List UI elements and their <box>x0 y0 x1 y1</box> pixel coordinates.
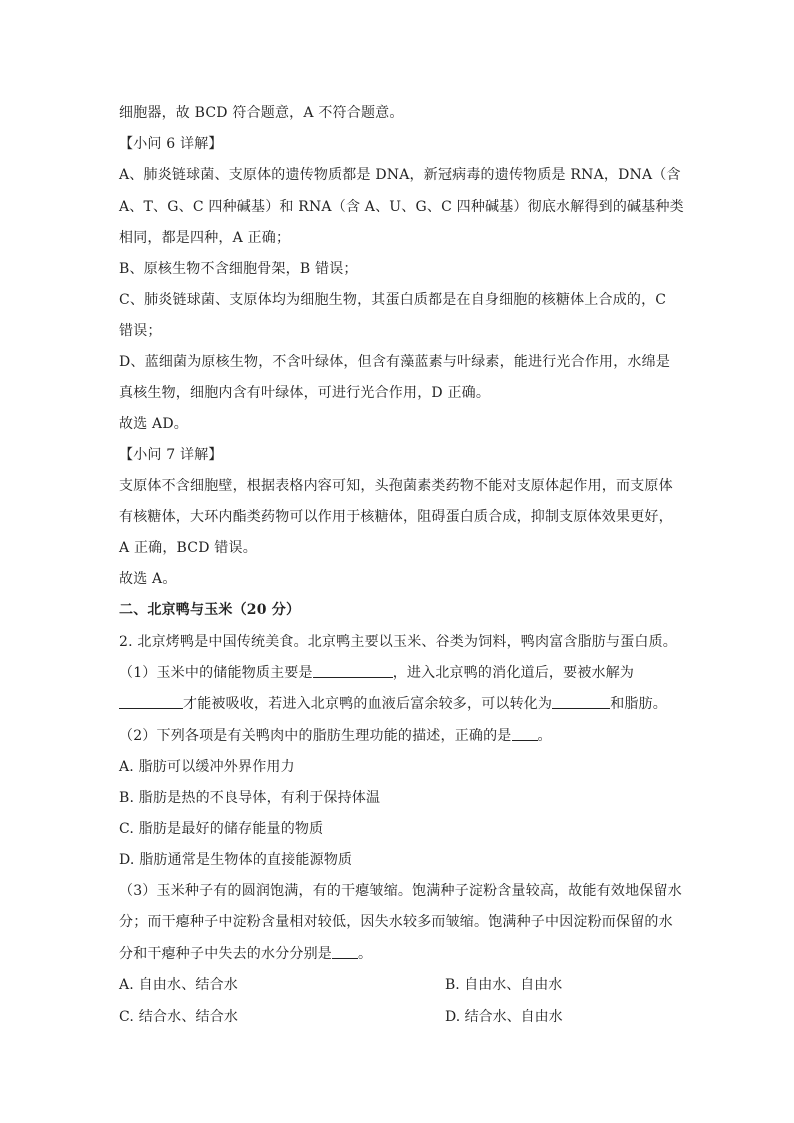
question-2-1-line1 <box>119 663 634 683</box>
answer-blank <box>552 694 610 709</box>
text-line: D、蓝细菌为原核生物，不含叶绿体，但含有藻蓝素与叶绿素，能进行光合作用，水绵是 <box>119 354 671 370</box>
text-line: A、T、G、C 四种碱基）和 RNA（含 A、U、G、C 四种碱基）彻底水解得到的碱基种类 <box>119 199 684 215</box>
text-segment: （2）下列各项是有关鸭肉中的脂肪生理功能的描述，正确的是 <box>119 728 512 744</box>
option-d: D. 脂肪通常是生物体的直接能源物质 <box>119 852 353 868</box>
text-line: C、肺炎链球菌、支原体均为细胞生物，其蛋白质都是在自身细胞的核糖体上合成的，C <box>119 292 667 308</box>
text-line: B、原核生物不含细胞骨架，B 错误； <box>119 261 358 277</box>
text-segment: ，进入北京鸭的消化道后，要被水解为 <box>392 665 635 681</box>
text-line: A 正确，BCD 错误。 <box>119 540 257 556</box>
question-2-3-line2: 分；而干瘪种子中淀粉含量相对较低，因失水较多而皱缩。饱满种子中因淀粉而保留的水 <box>119 914 673 930</box>
text-line: 支原体不含细胞壁，根据表格内容可知，头孢菌素类药物不能对支原体起作用，而支原体 <box>119 478 673 494</box>
option-a: A. 脂肪可以缓冲外界作用力 <box>119 759 295 775</box>
text-line: 相同，都是四种，A 正确； <box>119 230 291 246</box>
text-segment: 。 <box>537 728 552 744</box>
section-heading-q7: 【小问 7 详解】 <box>119 447 223 463</box>
answer-blank <box>512 726 538 741</box>
option-c: C. 脂肪是最好的储存能量的物质 <box>119 821 324 837</box>
text-segment: 和脂肪。 <box>610 696 668 712</box>
text-segment: 。 <box>358 946 373 962</box>
text-line: 故选 AD。 <box>119 416 188 432</box>
question-2-3-line3 <box>119 944 372 964</box>
question-2-1-line2 <box>119 694 667 714</box>
answer-blank <box>313 663 393 678</box>
text-line: A、肺炎链球菌、支原体的遗传物质都是 DNA，新冠病毒的遗传物质是 RNA，DNA（含 <box>119 167 681 183</box>
text-segment: （1）玉米中的储能物质主要是 <box>119 665 313 681</box>
part-two-heading: 二、北京鸭与玉米（20 分） <box>119 602 301 618</box>
choice-a: A. 自由水、结合水 <box>119 977 239 993</box>
answer-blank <box>332 944 358 959</box>
choice-b: B. 自由水、自由水 <box>445 977 563 993</box>
question-2-stem: 2. 北京烤鸭是中国传统美食。北京鸭主要以玉米、谷类为饲料，鸭肉富含脂肪与蛋白质。 <box>119 634 678 650</box>
question-2-3-line1: （3）玉米种子有的圆润饱满，有的干瘪皱缩。饱满种子淀粉含量较高，故能有效地保留水 <box>119 883 682 899</box>
choice-d: D. 结合水、自由水 <box>445 1009 563 1025</box>
section-heading-q6: 【小问 6 详解】 <box>119 136 223 152</box>
text-line: 错误； <box>119 323 162 339</box>
choice-c: C. 结合水、结合水 <box>119 1009 239 1025</box>
text-line: 故选 A。 <box>119 571 177 587</box>
text-segment: 分和干瘪种子中失去的水分分别是 <box>119 946 332 962</box>
text-line: 细胞器，故 BCD 符合题意，A 不符合题意。 <box>119 105 404 121</box>
answer-blank <box>119 694 183 709</box>
option-b: B. 脂肪是热的不良导体，有利于保持体温 <box>119 790 381 806</box>
text-line: 真核生物，细胞内含有叶绿体，可进行光合作用，D 正确。 <box>119 385 491 401</box>
text-segment: 才能被吸收，若进入北京鸭的血液后富余较多，可以转化为 <box>183 696 553 712</box>
question-2-2 <box>119 726 552 746</box>
text-line: 有核糖体，大环内酯类药物可以作用于核糖体，阻碍蛋白质合成，抑制支原体效果更好， <box>119 509 673 525</box>
